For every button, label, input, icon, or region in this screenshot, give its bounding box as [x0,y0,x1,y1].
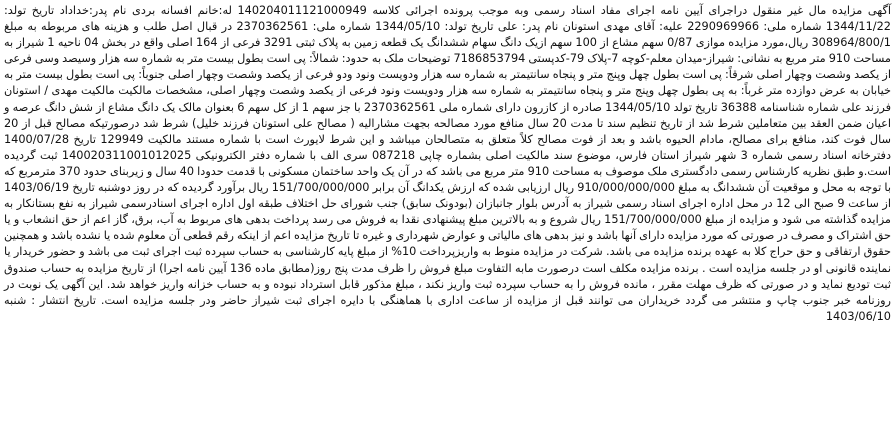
auction-notice-text: آگهی مزایده مال غیر منقول دراجرای آیین نامه اجرای مفاد اسناد رسمی وبه موجب پرونده اجرائی کلاسه 140204011121000949 له:خانم افسانه بردی نام پدر:خداداد تاریخ تولد: 1344/11/22 شماره ملی: 2290969966 علیه: آقای مهدی استونان نام پدر: علی تاریخ تولد: 1344/05/10 شماره ملی: 2370362561 در قبال اصل طلب و هزینه های مربوطه به مبلغ 308964/800/1 ریال،مورد مزایده موازی 0/87 سهم مشاع از 100 سهم ازیک دانگ سهام ششدانگ یک قطعه زمین به پلاک ثبتی 3291 فرعی از 164 اصلی واقع در بخش 04 ناحیه 1 شیراز به مساحت 910 متر مربع به نشانی: شیراز-میدان معلم-کوچه 7-پلاک 79-کدپستی 7186853794 توضیحات ملک به حدود: شمالاً: پی است بطول بیست متر به شماره سه هزار وسیصد وسی فرعی از یکصد وشصت وچهار اصلی شرقاً: پی است بطول چهل وپنج متر و پنجاه سانتیمتر به شماره سه هزار ودویست ونود ودو فرعی از یکصد وشصت وچهار اصلی جنوباً: پی است بطول بیست متر به خیابان به عرض دوازده متر غرباً: به پی بطول چهل وپنج متر و پنجاه سانتیمتر به شماره سه هزار ودویست ونود فرعی از یکصد وشصت وچهار اصلی، مشخصات مالکیت مالکیت مهدی / استونان فرزند علی شماره شناسنامه 36388 تاریخ تولد 1344/05/10 صادره از کازرون دارای شماره ملی 2370362561 با جز سهم 1 از کل سهم 6 بعنوان مالک یک دانگ مشاع از شش دانگ عرصه و اعیان ضمن العقد بین متعاملین شرط شد از تاریخ تنظیم سند تا مدت 20 سال منافع مورد مصالحه بجهت مشارالیه ( مصالح علی استونان فرزند خلیل) شرط شد درصورتیکه مصالح قبل از 20 سال فوت کند، منافع برای مصالح، مادام الحیوه باشد و بعد از فوت مصالح کلاً متعلق به متصالحان میباشد و این شرط لایورث است با شماره مستند مالکیت 129949 تاریخ 1400/07/28 دفترخانه اسناد رسمی شماره 3 شهر شیراز استان فارس، موضوع سند مالکیت اصلی بشماره چاپی 087218 سری الف با شماره دفتر الکترونیکی 140020311001012025 ثبت گردیده است.و طبق نظریه کارشناس رسمی دادگستری ملک موصوف به مساحت 910 متر مربع می باشد که در آن یک واحد ساختمان مسکونی با قدمت حدودا 40 سال و زیربنای حدود 370 مترمربع که با توجه به محل و موقعیت آن ششدانگ به مبلغ 910/000/000/000 ریال ارزیابی شده که ارزش یکدانگ آن برابر 151/700/000/000 ریال برآورد گردیده که در روز دوشنبه تاریخ 1403/06/19 از ساعت 9 صبح الی 12 در محل اداره اجرای اسناد رسمی شیراز به آدرس بلوار جانبازان (بودونک سابق) جنب شورای حل اختلاف طبقه اول اداره اجرای اسنادرسمی شیراز به نفع بستانکار به مزایده گذاشته می شود و مزایده از مبلغ 151/700/000/000 ریال شروع و به بالاترین مبلغ پیشنهادی نقدا به فروش می رسد پرداخت بدهی های مربوط به آب، برق، گاز اعم از حق انشعاب و یا حق اشتراک و مصرف در صورتی که مورد مزایده دارای آنها باشد و نیز بدهی های مالیاتی و عوارض شهرداری و غیره تا تاریخ مزایده اعم از اینکه رقم قطعی آن معلوم شده یا نشده باشد و همچنین حقوق ارتفاقی و حق حراج کلا به عهده برنده مزایده می باشد. شرکت در مزایده منوط به واریزپرداخت 10% از مبلغ پایه کارشناسی به حساب سپرده ثبت اجرای ثبت می باشد و حضور خریدار یا نماینده قانونی او در جلسه مزایده است . برنده مزایده مکلف است درصورت مابه التفاوت مبلغ فروش را ظرف مدت پنج روز(مطابق ماده 136 آیین نامه اجرا) از تاریخ مزایده به حساب صندوق ثبت تودیع نماید و در صورتی که ظرف مهلت مقرر ، مانده فروش را به حساب سپرده ثبت واریز نکند ، مبلغ مذکور قابل استرداد نبوده و به حساب خزانه واریز خواهد شد. این آگهی یک نوبت در روزنامه خبر جنوب چاپ و منتشر می گردد خریداران می توانند قبل از مزایده از ساعت اداری با هماهنگی با دایره اجرای ثبت شیراز حاضر ودر جلسه مزایده است. تاریخ انتشار : شنبه 1403/06/10 [4,4,892,323]
